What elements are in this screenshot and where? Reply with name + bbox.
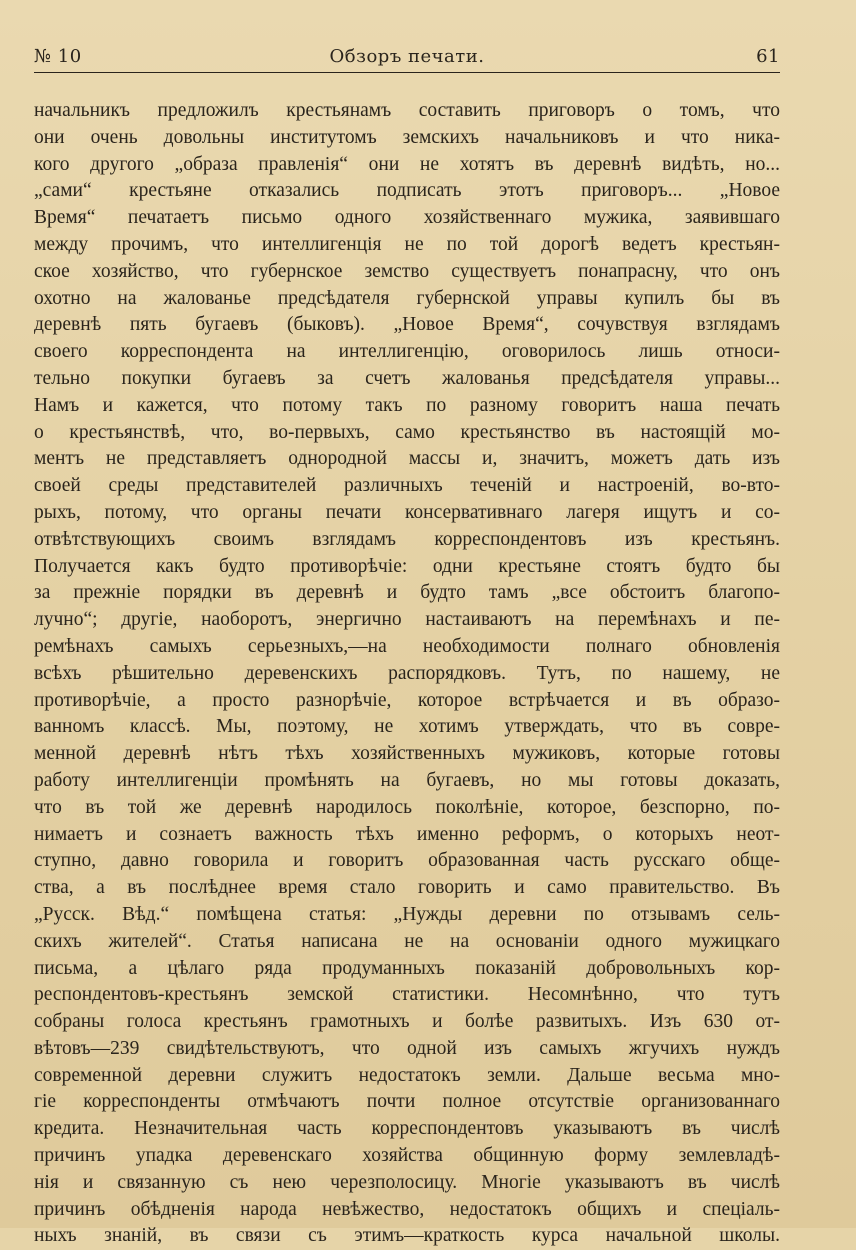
text-line: причинъ упадка деревенскаго хозяйства общинную форму землевладѣ- xyxy=(34,1145,780,1167)
text-line: ступно, давно говорила и говоритъ образованная часть русскаго обще- xyxy=(34,850,780,872)
issue-number: № 10 xyxy=(34,46,82,67)
text-line: ментъ не представляетъ однородной массы и, значитъ, можетъ дать изъ xyxy=(34,448,780,470)
text-line: гіе корреспонденты отмѣчаютъ почти полное отсутствіе организованнаго xyxy=(34,1091,780,1113)
text-line: деревнѣ пять бугаевъ (быковъ). „Новое Время“, сочувствуя взглядамъ xyxy=(34,314,780,336)
text-line: противорѣчіе, а просто разнорѣчіе, которое встрѣчается и въ образо- xyxy=(34,689,780,711)
text-line: своего корреспондента на интеллигенцію, оговорилось лишь относи- xyxy=(34,341,780,363)
text-line: ства, а въ послѣднее время стало говорить и само правительство. Въ xyxy=(34,877,780,899)
text-line: отвѣтствующихъ своимъ взглядамъ корреспондентовъ изъ крестьянъ. xyxy=(34,528,780,550)
text-line: рыхъ, потому, что органы печати консервативнаго лагеря ищутъ и со- xyxy=(34,501,780,523)
text-line: ремѣнахъ самыхъ серьезныхъ,—на необходимости полнаго обновленія xyxy=(34,635,780,657)
text-line: письма, а цѣлаго ряда продуманныхъ показаній добровольныхъ кор- xyxy=(34,957,780,979)
text-line: ныхъ знаній, въ связи съ этимъ—краткость курса начальной школы. xyxy=(34,1225,780,1247)
text-line: охотно на жалованье предсѣдателя губернской управы купилъ бы въ xyxy=(34,287,780,309)
text-line: своей среды представителей различныхъ теченій и настроеній, во-вто- xyxy=(34,475,780,497)
page-number: 61 xyxy=(756,46,780,67)
text-line: что въ той же деревнѣ народилось поколѣніе, которое, безспорно, по- xyxy=(34,796,780,818)
text-line: за прежніе порядки въ деревнѣ и будто тамъ „все обстоитъ благопо- xyxy=(34,582,780,604)
text-line: менной деревнѣ нѣтъ тѣхъ хозяйственныхъ мужиковъ, которые готовы xyxy=(34,743,780,765)
running-header xyxy=(34,46,780,72)
text-line: работу интеллигенціи промѣнять на бугаевъ, но мы готовы доказать, xyxy=(34,769,780,791)
text-line: между прочимъ, что интеллигенція не по той дорогѣ ведетъ крестьян- xyxy=(34,233,780,255)
header-rule xyxy=(34,72,780,73)
text-line: ское хозяйство, что губернское земство существуетъ понапрасну, что онъ xyxy=(34,260,780,282)
section-title: Обзоръ печати. xyxy=(329,46,485,67)
text-line: о крестьянствѣ, что, во-первыхъ, само крестьянство въ настоящій мо- xyxy=(34,421,780,443)
text-line: кого другого „образа правленія“ они не хотятъ въ деревнѣ видѣть, но... xyxy=(34,153,780,175)
text-line: кредита. Незначительная часть корреспондентовъ указываютъ въ числѣ xyxy=(34,1118,780,1140)
text-line: Время“ печатаетъ письмо одного хозяйственнаго мужика, заявившаго xyxy=(34,207,780,229)
text-line: всѣхъ рѣшительно деревенскихъ распорядковъ. Тутъ, по нашему, не xyxy=(34,662,780,684)
text-line: собраны голоса крестьянъ грамотныхъ и болѣе развитыхъ. Изъ 630 от- xyxy=(34,1011,780,1033)
text-line: нія и связанную съ нею черезполосицу. Многіе указываютъ въ числѣ xyxy=(34,1171,780,1193)
text-line: скихъ жителей“. Статья написана не на основаніи одного мужицкаго xyxy=(34,930,780,952)
text-line: респондентовъ-крестьянъ земской статистики. Несомнѣнно, что тутъ xyxy=(34,984,780,1006)
text-line: „Русск. Вѣд.“ помѣщена статья: „Нужды деревни по отзывамъ сель- xyxy=(34,903,780,925)
text-line: нимаетъ и сознаетъ важность тѣхъ именно реформъ, о которыхъ неот- xyxy=(34,823,780,845)
text-line: современной деревни служитъ недостатокъ земли. Дальше весьма мно- xyxy=(34,1064,780,1086)
text-line: они очень довольны институтомъ земскихъ начальниковъ и что ника- xyxy=(34,126,780,148)
text-line: Получается какъ будто противорѣчіе: одни крестьяне стоятъ будто бы xyxy=(34,555,780,577)
text-line: тельно покупки бугаевъ за счетъ жалованья предсѣдателя управы... xyxy=(34,367,780,389)
body-text xyxy=(34,98,780,1250)
text-line: начальникъ предложилъ крестьянамъ составить приговоръ о томъ, что xyxy=(34,100,780,121)
text-line: лучно“; другіе, наоборотъ, энергично настаиваютъ на перемѣнахъ и пе- xyxy=(34,609,780,631)
text-line: причинъ обѣдненія народа невѣжество, недостатокъ общихъ и спеціаль- xyxy=(34,1198,780,1220)
text-line: вѣтовъ—239 свидѣтельствуютъ, что одной изъ самыхъ жгучихъ нуждъ xyxy=(34,1037,780,1059)
text-line: Намъ и кажется, что потому такъ по разному говоритъ наша печать xyxy=(34,394,780,416)
text-line: „сами“ крестьяне отказались подписать этотъ приговоръ... „Новое xyxy=(34,180,780,202)
text-line: ванномъ классѣ. Мы, поэтому, не хотимъ утверждать, что въ совре- xyxy=(34,716,780,738)
